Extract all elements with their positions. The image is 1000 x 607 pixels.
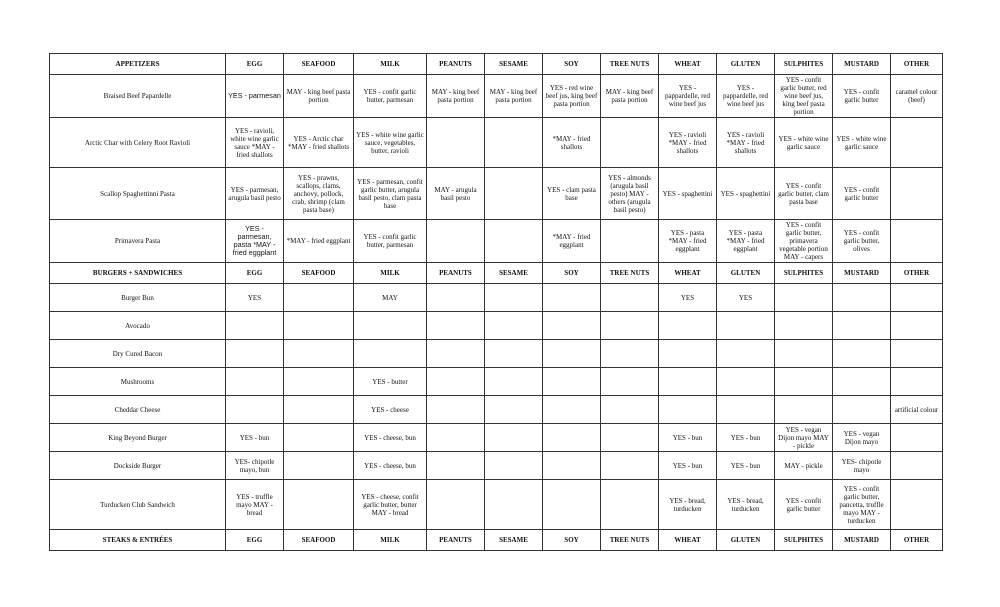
column-header: MUSTARD: [833, 530, 891, 551]
allergen-cell: [354, 312, 427, 340]
allergen-cell: [659, 340, 717, 368]
allergen-cell: YES - white wine garlic sauce: [775, 118, 833, 168]
allergen-cell: [427, 284, 485, 312]
column-header: EGG: [226, 530, 284, 551]
allergen-cell: YES - confit garlic butter, clam pasta base: [775, 168, 833, 220]
allergen-cell: YES- chipotle mayo, bun: [226, 452, 284, 480]
allergen-cell: [891, 368, 943, 396]
menu-item-name: Dry Cured Bacon: [50, 340, 226, 368]
allergen-cell: [717, 368, 775, 396]
allergen-cell: YES - pappardelle, red wine beef jus: [717, 75, 775, 118]
column-header: GLUTEN: [717, 530, 775, 551]
allergen-cell: YES - bun: [717, 452, 775, 480]
allergen-cell: [543, 368, 601, 396]
allergen-cell: YES - pappardelle, red wine beef jus: [659, 75, 717, 118]
allergen-cell: [717, 396, 775, 424]
allergen-cell: [659, 368, 717, 396]
allergen-cell: MAY - king beef pasta portion: [427, 75, 485, 118]
column-header: MILK: [354, 54, 427, 75]
allergen-cell: YES - almonds (arugula basil pesto) MAY - others (arugula basil pesto): [601, 168, 659, 220]
section-header-row: [50, 530, 943, 551]
column-header: EGG: [226, 54, 284, 75]
allergen-cell: [284, 340, 354, 368]
allergen-cell: [891, 424, 943, 452]
menu-item-name: Cheddar Cheese: [50, 396, 226, 424]
column-header: SESAME: [485, 263, 543, 284]
allergen-cell: [485, 452, 543, 480]
column-header: GLUTEN: [717, 263, 775, 284]
column-header: OTHER: [891, 530, 943, 551]
allergen-cell: [427, 312, 485, 340]
allergen-cell: YES: [226, 284, 284, 312]
allergen-cell: YES - confit garlic butter, red wine beef jus, king beef pasta portion: [775, 75, 833, 118]
allergen-cell: YES - white wine garlic sauce: [833, 118, 891, 168]
allergen-cell: YES - ravioli, white wine garlic sauce *MAY - fried shallots: [226, 118, 284, 168]
allergen-cell: [485, 118, 543, 168]
allergen-cell: [226, 312, 284, 340]
allergen-cell: [833, 396, 891, 424]
allergen-cell: [601, 452, 659, 480]
column-header: SOY: [543, 54, 601, 75]
allergen-cell: [485, 396, 543, 424]
allergen-cell: MAY - king beef pasta portion: [601, 75, 659, 118]
allergen-cell: YES - confit garlic butter, pancetta, truffle mayo MAY - turducken: [833, 480, 891, 530]
allergen-cell: [601, 340, 659, 368]
table-row: [50, 396, 943, 424]
column-header: WHEAT: [659, 263, 717, 284]
allergen-cell: YES: [659, 284, 717, 312]
allergen-cell: YES - bread, turducken: [659, 480, 717, 530]
allergen-cell: MAY - arugula basil pesto: [427, 168, 485, 220]
allergen-cell: [427, 340, 485, 368]
allergen-cell: YES - clam pasta base: [543, 168, 601, 220]
allergen-cell: [543, 312, 601, 340]
allergen-cell: [485, 340, 543, 368]
column-header: SULPHITES: [775, 263, 833, 284]
allergen-cell: [891, 312, 943, 340]
allergen-cell: [485, 424, 543, 452]
allergen-cell: YES: [717, 284, 775, 312]
allergen-cell: YES - cheese, bun: [354, 424, 427, 452]
allergen-cell: [284, 368, 354, 396]
allergen-cell: [543, 284, 601, 312]
allergen-cell: [601, 312, 659, 340]
allergen-cell: [427, 396, 485, 424]
allergen-cell: YES - bun: [659, 452, 717, 480]
allergen-cell: [601, 396, 659, 424]
allergen-cell: [284, 452, 354, 480]
allergen-cell: [601, 220, 659, 263]
column-header: MUSTARD: [833, 54, 891, 75]
table-row: [50, 340, 943, 368]
column-header: OTHER: [891, 263, 943, 284]
allergen-cell: [284, 396, 354, 424]
menu-item-name: Burger Bun: [50, 284, 226, 312]
allergen-cell: [833, 312, 891, 340]
menu-item-name: Dockside Burger: [50, 452, 226, 480]
allergen-cell: [775, 284, 833, 312]
allergen-cell: [891, 340, 943, 368]
allergen-cell: YES - confit garlic butter, primavera vegetable portion MAY - capers: [775, 220, 833, 263]
allergen-cell: [891, 118, 943, 168]
allergen-cell: [427, 480, 485, 530]
column-header: MILK: [354, 530, 427, 551]
table-row: [50, 424, 943, 452]
allergen-cell: [659, 396, 717, 424]
allergen-cell: YES - confit garlic butter: [833, 75, 891, 118]
allergen-cell: [659, 312, 717, 340]
allergen-cell: YES - vegan Dijon mayo: [833, 424, 891, 452]
section-title: APPETIZERS: [50, 54, 226, 75]
allergen-cell: YES - bun: [659, 424, 717, 452]
table-row: [50, 168, 943, 220]
allergen-cell: [717, 340, 775, 368]
menu-item-name: Mushrooms: [50, 368, 226, 396]
allergen-cell: YES - cheese, bun: [354, 452, 427, 480]
allergen-cell: YES - pasta *MAY - fried eggplant: [659, 220, 717, 263]
allergen-cell: [717, 312, 775, 340]
allergen-cell: MAY - king beef pasta portion: [485, 75, 543, 118]
allergen-cell: [485, 368, 543, 396]
table-row: [50, 118, 943, 168]
allergen-cell: YES - confit garlic butter: [833, 168, 891, 220]
table-row: [50, 480, 943, 530]
allergen-cell: [601, 368, 659, 396]
allergen-cell: *MAY - fried shallots: [543, 118, 601, 168]
allergen-cell: YES - spaghettini: [717, 168, 775, 220]
allergen-cell: [284, 424, 354, 452]
allergen-cell: YES - bread, turducken: [717, 480, 775, 530]
allergen-cell: [485, 480, 543, 530]
allergen-cell: [427, 220, 485, 263]
allergen-cell: YES - parmesan, confit garlic butter, arugula basil pesto, clam pasta base: [354, 168, 427, 220]
allergen-cell: [427, 424, 485, 452]
allergen-cell: [284, 312, 354, 340]
allergen-cell: artificial colour: [891, 396, 943, 424]
allergen-cell: [427, 368, 485, 396]
allergen-cell: YES - confit garlic butter, parmesan: [354, 75, 427, 118]
column-header: MILK: [354, 263, 427, 284]
column-header: SOY: [543, 530, 601, 551]
allergen-cell: [833, 284, 891, 312]
allergen-cell: [891, 480, 943, 530]
allergen-cell: [485, 220, 543, 263]
allergen-cell: YES - white wine garlic sauce, vegetables, butter, ravioli: [354, 118, 427, 168]
menu-item-name: Braised Beef Papardelle: [50, 75, 226, 118]
allergen-cell: YES - pasta *MAY - fried eggplant: [717, 220, 775, 263]
menu-item-name: Primavera Pasta: [50, 220, 226, 263]
allergen-cell: [543, 424, 601, 452]
column-header: TREE NUTS: [601, 54, 659, 75]
allergen-cell: YES - bun: [226, 424, 284, 452]
allergen-cell: [354, 340, 427, 368]
column-header: PEANUTS: [427, 263, 485, 284]
allergen-cell: [427, 118, 485, 168]
allergen-cell: [833, 340, 891, 368]
allergen-cell: YES - red wine beef jus, king beef pasta portion: [543, 75, 601, 118]
menu-item-name: Scallop Spaghettinni Pasta: [50, 168, 226, 220]
allergen-cell: MAY - king beef pasta portion: [284, 75, 354, 118]
allergen-cell: [601, 284, 659, 312]
allergen-cell: YES- chipotle mayo: [833, 452, 891, 480]
allergen-table: [49, 53, 943, 551]
column-header: PEANUTS: [427, 54, 485, 75]
allergen-cell: YES - vegan Dijon mayo MAY - pickle: [775, 424, 833, 452]
allergen-cell: YES - prawns, scallops, clams, anchovy, pollock, crab, shrimp (clam pasta base): [284, 168, 354, 220]
menu-item-name: Arctic Char with Celery Root Ravioli: [50, 118, 226, 168]
allergen-cell: [226, 340, 284, 368]
allergen-cell: [543, 340, 601, 368]
table-row: [50, 220, 943, 263]
allergen-cell: YES - ravioli *MAY - fried shallots: [659, 118, 717, 168]
allergen-cell: [891, 284, 943, 312]
column-header: WHEAT: [659, 530, 717, 551]
column-header: TREE NUTS: [601, 530, 659, 551]
section-title: STEAKS & ENTRÉES: [50, 530, 226, 551]
allergen-cell: YES - bun: [717, 424, 775, 452]
allergen-cell: MAY - pickle: [775, 452, 833, 480]
column-header: SEAFOOD: [284, 530, 354, 551]
allergen-cell: [543, 396, 601, 424]
allergen-cell: [226, 396, 284, 424]
allergen-cell: YES - parmesan: [226, 75, 284, 118]
allergen-cell: YES - truffle mayo MAY - bread: [226, 480, 284, 530]
allergen-cell: MAY: [354, 284, 427, 312]
allergen-cell: [891, 220, 943, 263]
column-header: WHEAT: [659, 54, 717, 75]
allergen-cell: [601, 480, 659, 530]
allergen-cell: [891, 168, 943, 220]
allergen-cell: *MAY - fried eggplant: [543, 220, 601, 263]
column-header: SOY: [543, 263, 601, 284]
allergen-cell: [543, 452, 601, 480]
allergen-cell: [284, 284, 354, 312]
allergen-cell: YES - confit garlic butter, parmesan: [354, 220, 427, 263]
allergen-cell: [485, 312, 543, 340]
allergen-cell: [775, 312, 833, 340]
allergen-cell: YES - parmesan, pasta *MAY - fried eggplant: [226, 220, 284, 263]
allergen-cell: YES - spaghettini: [659, 168, 717, 220]
allergen-cell: [543, 480, 601, 530]
table-row: [50, 75, 943, 118]
allergen-cell: YES - cheese: [354, 396, 427, 424]
table-row: [50, 452, 943, 480]
allergen-cell: [775, 368, 833, 396]
allergen-cell: [775, 396, 833, 424]
table-row: [50, 284, 943, 312]
allergen-cell: YES - ravioli *MAY - fried shallots: [717, 118, 775, 168]
column-header: SEAFOOD: [284, 263, 354, 284]
column-header: SULPHITES: [775, 530, 833, 551]
allergen-cell: [485, 168, 543, 220]
column-header: PEANUTS: [427, 530, 485, 551]
allergen-cell: YES - cheese, confit garlic butter, butter MAY - bread: [354, 480, 427, 530]
column-header: SEAFOOD: [284, 54, 354, 75]
allergen-cell: [833, 368, 891, 396]
allergen-cell: [891, 452, 943, 480]
section-header-row: [50, 54, 943, 75]
column-header: SULPHITES: [775, 54, 833, 75]
menu-item-name: King Beyond Burger: [50, 424, 226, 452]
allergen-cell: YES - confit garlic butter: [775, 480, 833, 530]
column-header: MUSTARD: [833, 263, 891, 284]
allergen-cell: YES - butter: [354, 368, 427, 396]
column-header: EGG: [226, 263, 284, 284]
allergen-cell: [485, 284, 543, 312]
allergen-cell: [601, 424, 659, 452]
allergen-cell: YES - parmesan, arugula basil pesto: [226, 168, 284, 220]
allergen-cell: *MAY - fried eggplant: [284, 220, 354, 263]
allergen-cell: caramel colour (beef): [891, 75, 943, 118]
allergen-cell: YES - confit garlic butter, olives: [833, 220, 891, 263]
allergen-cell: [226, 368, 284, 396]
menu-item-name: Turducken Club Sandwich: [50, 480, 226, 530]
table-row: [50, 312, 943, 340]
allergen-cell: [601, 118, 659, 168]
column-header: TREE NUTS: [601, 263, 659, 284]
allergen-cell: [775, 340, 833, 368]
column-header: SESAME: [485, 54, 543, 75]
section-header-row: [50, 263, 943, 284]
column-header: SESAME: [485, 530, 543, 551]
menu-item-name: Avocado: [50, 312, 226, 340]
allergen-cell: [284, 480, 354, 530]
allergen-cell: YES - Arctic char *MAY - fried shallots: [284, 118, 354, 168]
column-header: OTHER: [891, 54, 943, 75]
column-header: GLUTEN: [717, 54, 775, 75]
section-title: BURGERS + SANDWICHES: [50, 263, 226, 284]
table-row: [50, 368, 943, 396]
allergen-cell: [427, 452, 485, 480]
